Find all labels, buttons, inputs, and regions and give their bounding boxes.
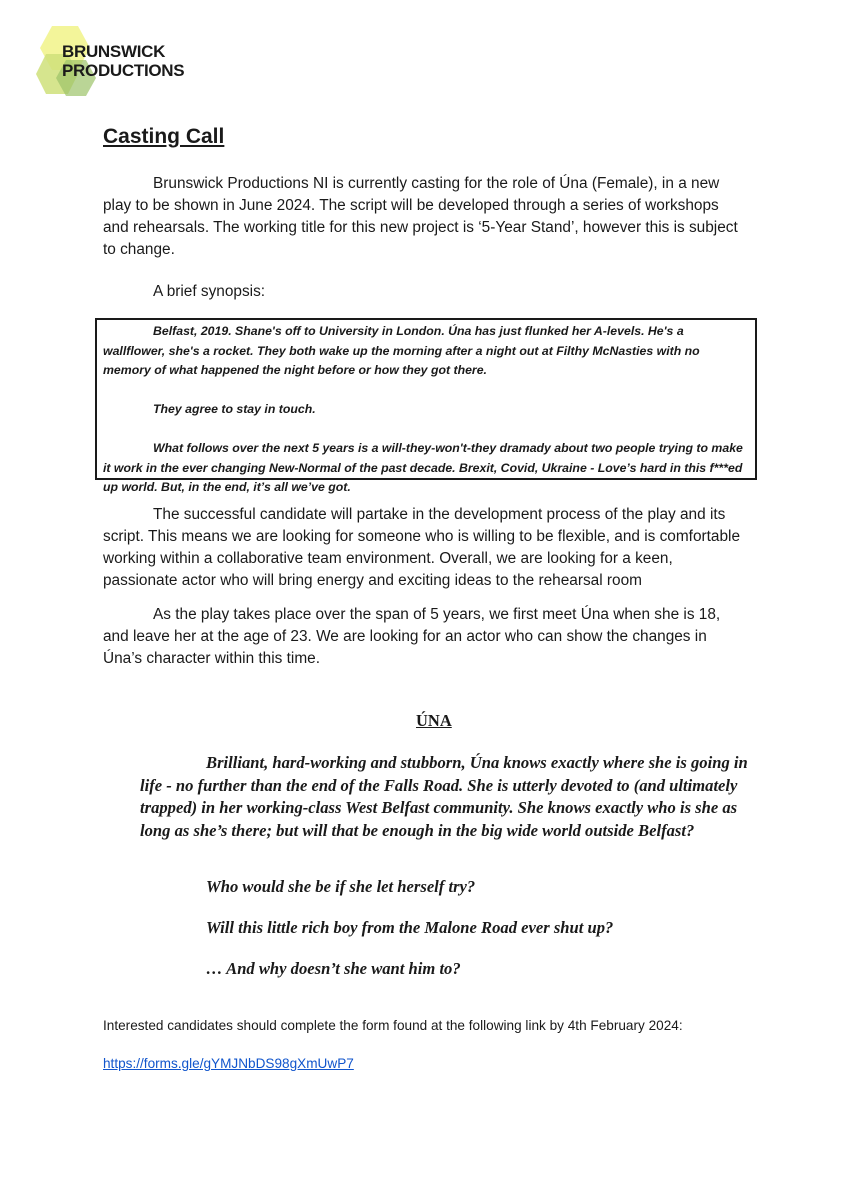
apply-instructions: Interested candidates should complete the form found at the following link by 4th February 2024: [103, 1018, 683, 1033]
role-heading: ÚNA [416, 711, 452, 730]
logo-line-1: BRUNSWICK [62, 42, 166, 61]
timespan-paragraph: As the play takes place over the span of 5 years, we first meet Úna when she is 18, and leave her at the age of 23. We are looking for an actor who can show the changes in Úna’s character within this time. [103, 606, 721, 667]
role-question: Will this little rich boy from the Malone Road ever shut up? [206, 918, 614, 937]
form-link[interactable]: https://forms.gle/gYMJNbDS98gXmUwP7 [103, 1056, 354, 1071]
synopsis-paragraph: What follows over the next 5 years is a will-they-won't-they dramady about two people trying to make it work in the ever changing New-Normal of the past decade. Brexit, Covid, Ukraine - Love’s hard in this f***ed up world. But, in the end, it’s all we’ve got. [103, 441, 743, 494]
synopsis-paragraph: Belfast, 2019. Shane's off to University in London. Úna has just flunked her A-levels. He's a wallflower, she's a rocket. They both wake up the morning after a night out at Filthy McNasties with no memory of what happened the night before or how they got there. [103, 324, 700, 377]
role-question: … And why doesn’t she want him to? [206, 959, 461, 978]
synopsis-paragraph: They agree to stay in touch. [153, 402, 316, 416]
intro-paragraph: Brunswick Productions NI is currently casting for the role of Úna (Female), in a new play to be shown in June 2024. The script will be developed through a series of workshops and rehearsals. The working title for this new project is ‘5-Year Stand’, however this is subject to change. [103, 175, 738, 258]
role-description: Brilliant, hard-working and stubborn, Úna knows exactly where she is going in life - no further than the end of the Falls Road. She is utterly devoted to (and ultimately trapped) in her working-class West Belfast community. She knows exactly who is she as long as she’s there; but will that be enough in the big wide world outside Belfast? [140, 753, 748, 840]
synopsis-label: A brief synopsis: [153, 283, 266, 300]
logo-wordmark [62, 42, 184, 80]
candidate-paragraph: The successful candidate will partake in the development process of the play and its script. This means we are looking for someone who is willing to be flexible, and is comfortable working within a collaborative team environment. Overall, we are looking for a keen, passionate actor who will bring energy and exciting ideas to the rehearsal room [103, 506, 741, 589]
brunswick-productions-logo [32, 24, 185, 104]
role-question: Who would she be if she let herself try? [206, 877, 476, 896]
page-title: Casting Call [103, 125, 225, 148]
synopsis-box [95, 318, 757, 494]
logo-line-2: PRODUCTIONS [62, 61, 185, 80]
